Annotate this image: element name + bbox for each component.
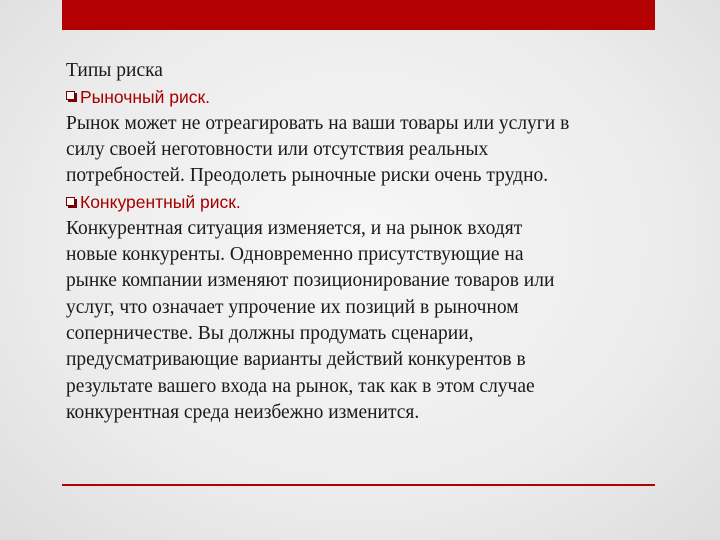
bullet-label: Рыночный риск.	[80, 87, 211, 108]
paragraph-line: соперничестве. Вы должны продумать сценарии,	[66, 322, 474, 344]
paragraph-line: новые конкуренты. Одновременно присутствующие на	[66, 244, 524, 266]
slide-heading: Типы риска	[66, 60, 163, 81]
paragraph-line: Рынок может не отреагировать на ваши товары или услуги в	[66, 112, 570, 134]
bottom-divider	[62, 484, 655, 486]
paragraph-line: услуг, что означает упрочение их позиций в рыночном	[66, 296, 519, 318]
paragraph-line: Конкурентная ситуация изменяется, и на рынок входят	[66, 217, 523, 239]
paragraph-line: силу своей неготовности или отсутствия реальных	[66, 138, 489, 160]
paragraph-line: рынке компании изменяют позиционирование товаров или	[66, 270, 555, 292]
bullet-label: Конкурентный риск.	[80, 192, 241, 213]
paragraph-line: потребностей. Преодолеть рыночные риски очень трудно.	[66, 165, 549, 187]
square-bullet-icon	[66, 197, 78, 209]
bullet-market-risk	[66, 84, 666, 110]
square-bullet-icon	[66, 91, 78, 103]
slide-content	[66, 58, 666, 426]
paragraph-line: конкурентная среда неизбежно изменится.	[66, 401, 420, 423]
paragraph-line: предусматривающие варианты действий конкурентов в	[66, 349, 526, 371]
paragraph-line: результате вашего входа на рынок, так как в этом случае	[66, 375, 535, 397]
top-accent-bar	[62, 0, 655, 30]
bullet-competitive-risk	[66, 189, 666, 215]
